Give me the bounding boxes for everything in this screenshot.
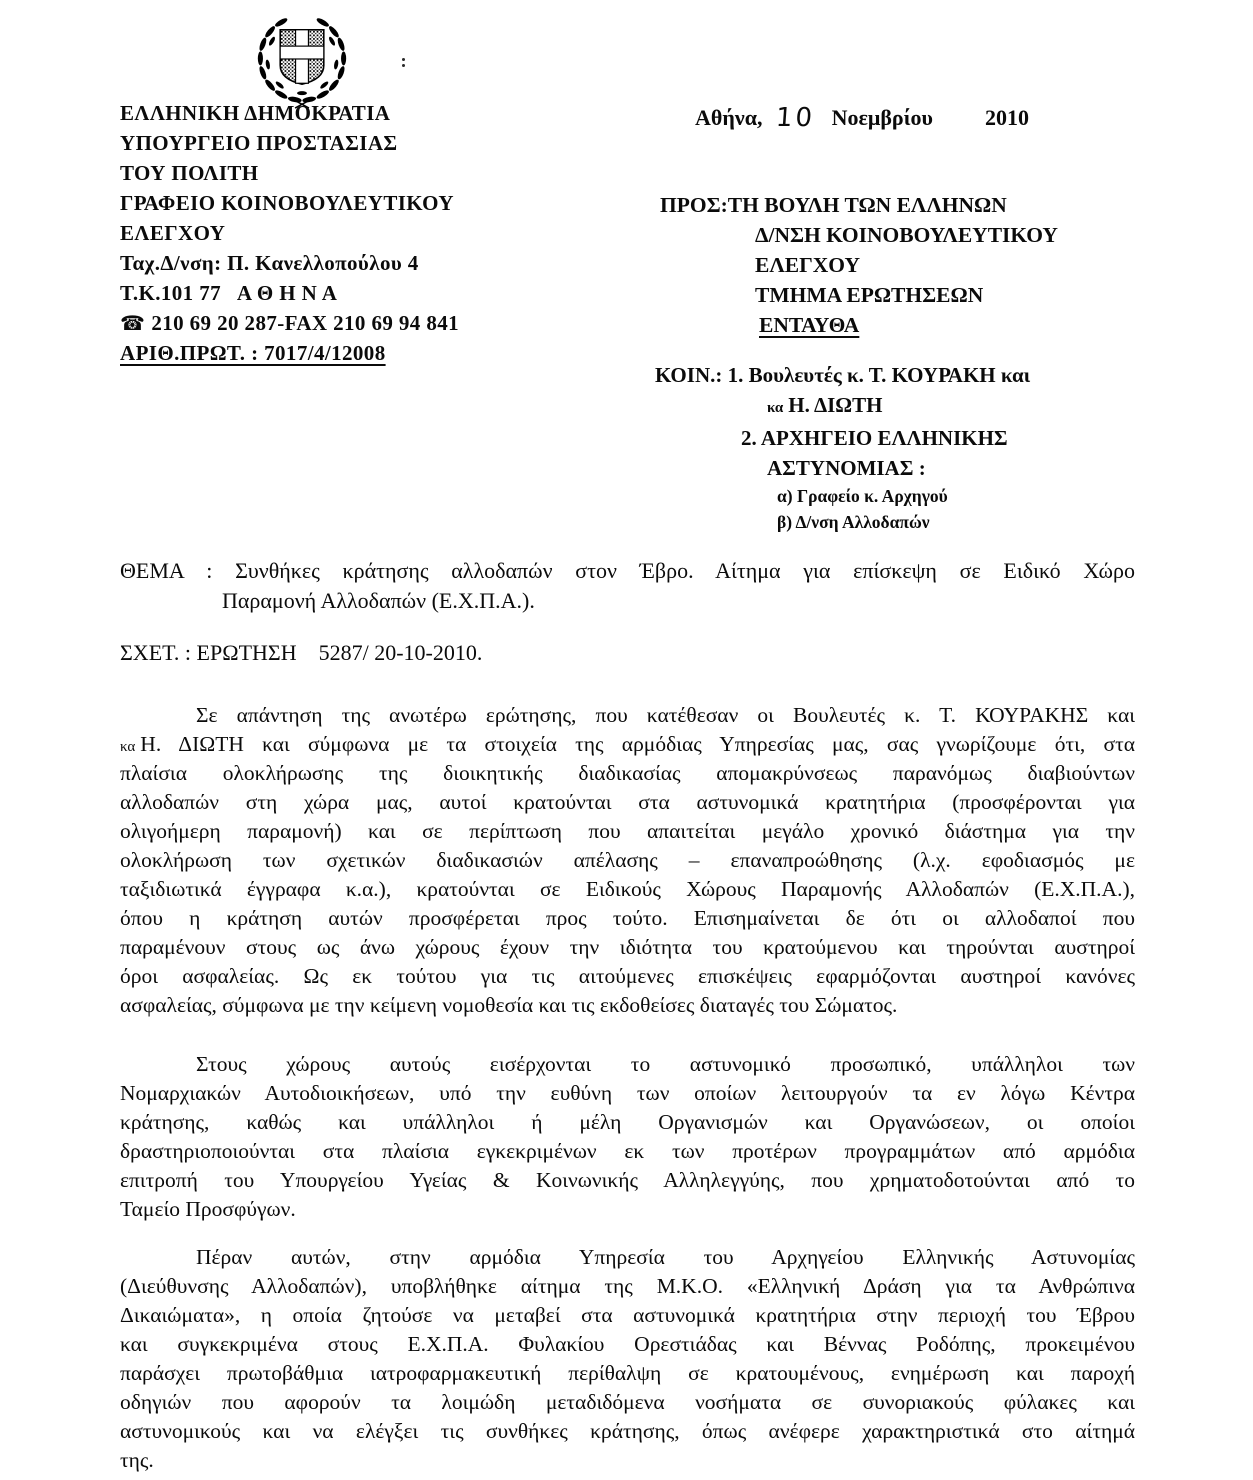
recipient-line: ΤΜΗΜΑ ΕΡΩΤΗΣΕΩΝ xyxy=(755,283,984,307)
reference-line: ΣΧΕΤ. : ΕΡΩΤΗΣΗ 5287/ 20-10-2010. xyxy=(120,640,483,665)
cc-block xyxy=(655,360,1030,535)
body-line xyxy=(120,730,1135,759)
body-line: Νομαρχιακών Αυτοδιοικήσεων, υπό την ευθύνη των οποίων λειτουργούν τα εν λόγω Κέντρα xyxy=(120,1081,1135,1105)
phone-numbers: 210 69 20 287-FAX 210 69 94 841 xyxy=(151,311,460,335)
subject-block xyxy=(120,556,1135,616)
greek-coat-of-arms-icon xyxy=(250,6,354,110)
body-line: (Διεύθυνσης Αλλοδαπών), υποβλήθηκε αίτημα της Μ.Κ.Ο. «Ελληνική Δράση για τα Ανθρώπινα xyxy=(120,1274,1135,1298)
body-line: ταξιδιωτικά έγγραφα κ.α.), κρατούνται σε Ειδικούς Χώρους Παραμονής Αλλοδαπών (Ε.Χ.Π.Α.), xyxy=(120,877,1135,901)
date-year: 2010 xyxy=(984,105,1029,130)
body-line: επιτροπή του Υπουργείου Υγείας & Κοινωνικής Αλληλεγγύης, που χρηματοδοτούνται από το xyxy=(120,1168,1135,1192)
body-line: πλαίσια ολοκλήρωσης της διοικητικής διαδικασίας απομακρύνσεως παρανόμως διαβιούντων xyxy=(120,761,1135,785)
body-line: αστυνομικούς και να ελέγξει τις συνθήκες κράτησης, όπως ανέφερε χαρακτηριστικά στο αίτημά xyxy=(120,1419,1135,1443)
date-line xyxy=(695,102,1029,132)
body-line: ασφαλείας, σύμφωνα με την κείμενη νομοθεσία και τις εκδοθείσες διαταγές του Σώματος. xyxy=(120,993,898,1017)
body-paragraph-1 xyxy=(120,701,1135,1020)
subject-line: Παραμονή Αλλοδαπών (Ε.Χ.Π.Α.). xyxy=(222,588,535,613)
date-city: Αθήνα, xyxy=(695,105,763,130)
body-line: οδηγιών που αφορούν τα λοιμώδη μεταδιδόμενα νοσήματα σε συνοριακούς φύλακες και xyxy=(120,1390,1135,1414)
date-month: Νοεμβρίου xyxy=(831,105,933,130)
cc-line: 2. ΑΡΧΗΓΕΙΟ ΕΛΛΗΝΙΚΗΣ xyxy=(741,426,1008,450)
recipient-line: Δ/ΝΣΗ ΚΟΙΝΟΒΟΥΛΕΥΤΙΚΟΥ xyxy=(755,223,1058,247)
letterhead-line: ΤΟΥ ΠΟΛΙΤΗ xyxy=(120,161,259,185)
recipient-entautha: ΕΝΤΑΥΘΑ xyxy=(759,313,860,337)
letterhead xyxy=(120,98,660,368)
body-line: όροι ασφαλείας. Ως εκ τούτου για τις αιτούμενες επισκέψεις εφαρμόζονται αυστηροί κανόνες xyxy=(120,964,1135,988)
letterhead-line: ΓΡΑΦΕΙΟ ΚΟΙΝΟΒΟΥΛΕΥΤΙΚΟΥ xyxy=(120,191,454,215)
body-line: της. xyxy=(120,1448,154,1472)
handwritten-day: 10 xyxy=(775,103,817,133)
body-paragraph-2 xyxy=(120,1050,1135,1224)
letterhead-phone xyxy=(120,308,660,338)
cc-name: Η. ΔΙΩΤΗ xyxy=(788,393,883,417)
body-line: κράτησης, καθώς και υπάλληλοι ή μέλη Οργανισμών και Οργανώσεων, οι οποίοι xyxy=(120,1110,1135,1134)
cc-subline: α) Γραφείο κ. Αρχηγού xyxy=(777,486,948,506)
telephone-icon: ☎ xyxy=(120,311,146,335)
scan-artifact xyxy=(402,58,405,61)
recipient-line: ΕΛΕΓΧΟΥ xyxy=(755,253,860,277)
body-line: αλλοδαπών στη χώρα μας, αυτοί κρατούνται στα αστυνομικά κρατητήρια (προσφέρονται για xyxy=(120,790,1135,814)
body-line: Στους χώρους αυτούς εισέρχονται το αστυνομικό προσωπικό, υπάλληλοι των xyxy=(196,1052,1135,1076)
body-line: παραμένουν στους ως άνω χώρους έχουν την ιδιότητα του κρατούμενου και τηρούνται αυστηροί xyxy=(120,935,1135,959)
recipient-line: ΠΡΟΣ:ΤΗ ΒΟΥΛΗ ΤΩΝ ΕΛΛΗΝΩΝ xyxy=(660,193,1007,217)
cc-line: ΚΟΙΝ.: 1. Βουλευτές κ. Τ. ΚΟΥΡΑΚΗ και xyxy=(655,363,1031,387)
body-line: ολιγοήμερη παραμονή) και σε περίπτωση που απαιτείται μεγάλο χρονικό διάστημα για την xyxy=(120,819,1135,843)
body-line: Πέραν αυτών, στην αρμόδια Υπηρεσία του Αρχηγείου Ελληνικής Αστυνομίας xyxy=(196,1245,1135,1269)
recipient-block xyxy=(660,190,1058,340)
body-line: ολοκλήρωση των σχετικών διαδικασιών απέλασης – επαναπροώθησης (λ.χ. εφοδιασμός με xyxy=(120,848,1135,872)
body-line-text: Η. ΔΙΩΤΗ και σύμφωνα με τα στοιχεία της αρμόδιας Υπηρεσίας μας, σας γνωρίζουμε ότι, στα xyxy=(140,732,1135,756)
cc-line: ΑΣΤΥΝΟΜΙΑΣ : xyxy=(767,456,926,480)
body-line: Ταμείο Προσφύγων. xyxy=(120,1197,296,1221)
letterhead-line: ΕΛΛΗΝΙΚΗ ΔΗΜΟΚΡΑΤΙΑ xyxy=(120,101,391,125)
cc-subline: β) Δ/νση Αλλοδαπών xyxy=(777,512,930,532)
protocol-number: ΑΡΙΘ.ΠΡΩΤ. : 7017/4/12008 xyxy=(120,341,386,365)
body-line: όπου η κράτηση αυτών προσφέρεται προς τούτο. Επισημαίνεται δε ότι οι αλλοδαποί που xyxy=(120,906,1135,930)
body-line: δραστηριοποιούνται στα πλαίσια εγκεκριμένων εκ των προτέρων προγραμμάτων από αρμόδια xyxy=(120,1139,1135,1163)
letterhead-address: Ταχ.Δ/νση: Π. Κανελλοπούλου 4 xyxy=(120,251,419,275)
body-line: Σε απάντηση της ανωτέρω ερώτησης, που κατέθεσαν οι Βουλευτές κ. Τ. ΚΟΥΡΑΚΗΣ και xyxy=(196,703,1135,727)
ka-abbrev: κα xyxy=(120,739,136,755)
body-line: παράσχει πρωτοβάθμια ιατροφαρμακευτική περίθαλψη σε κρατουμένους, ενημέρωση και παροχή xyxy=(120,1361,1135,1385)
letterhead-postcode: Τ.Κ.101 77 Α Θ Η Ν Α xyxy=(120,281,338,305)
body-line: και συγκεκριμένα στους Ε.Χ.Π.Α. Φυλακίου Ορεστιάδας και Βέννας Ροδόπης, προκειμένου xyxy=(120,1332,1135,1356)
cc-line xyxy=(655,390,1030,423)
body-paragraph-3 xyxy=(120,1243,1135,1475)
subject-line: ΘΕΜΑ : Συνθήκες κράτησης αλλοδαπών στον Έβρο. Αίτημα για επίσκεψη σε Ειδικό Χώρο xyxy=(120,558,1135,583)
cc-ka-abbrev: κα xyxy=(767,400,784,416)
letterhead-line: ΕΛΕΓΧΟΥ xyxy=(120,221,226,245)
body-line: Δικαιώματα», η οποία ζητούσε να μεταβεί στα αστυνομικά κρατητήρια στην περιοχή του Έβρου xyxy=(120,1303,1135,1327)
letterhead-line: ΥΠΟΥΡΓΕΙΟ ΠΡΟΣΤΑΣΙΑΣ xyxy=(120,131,398,155)
